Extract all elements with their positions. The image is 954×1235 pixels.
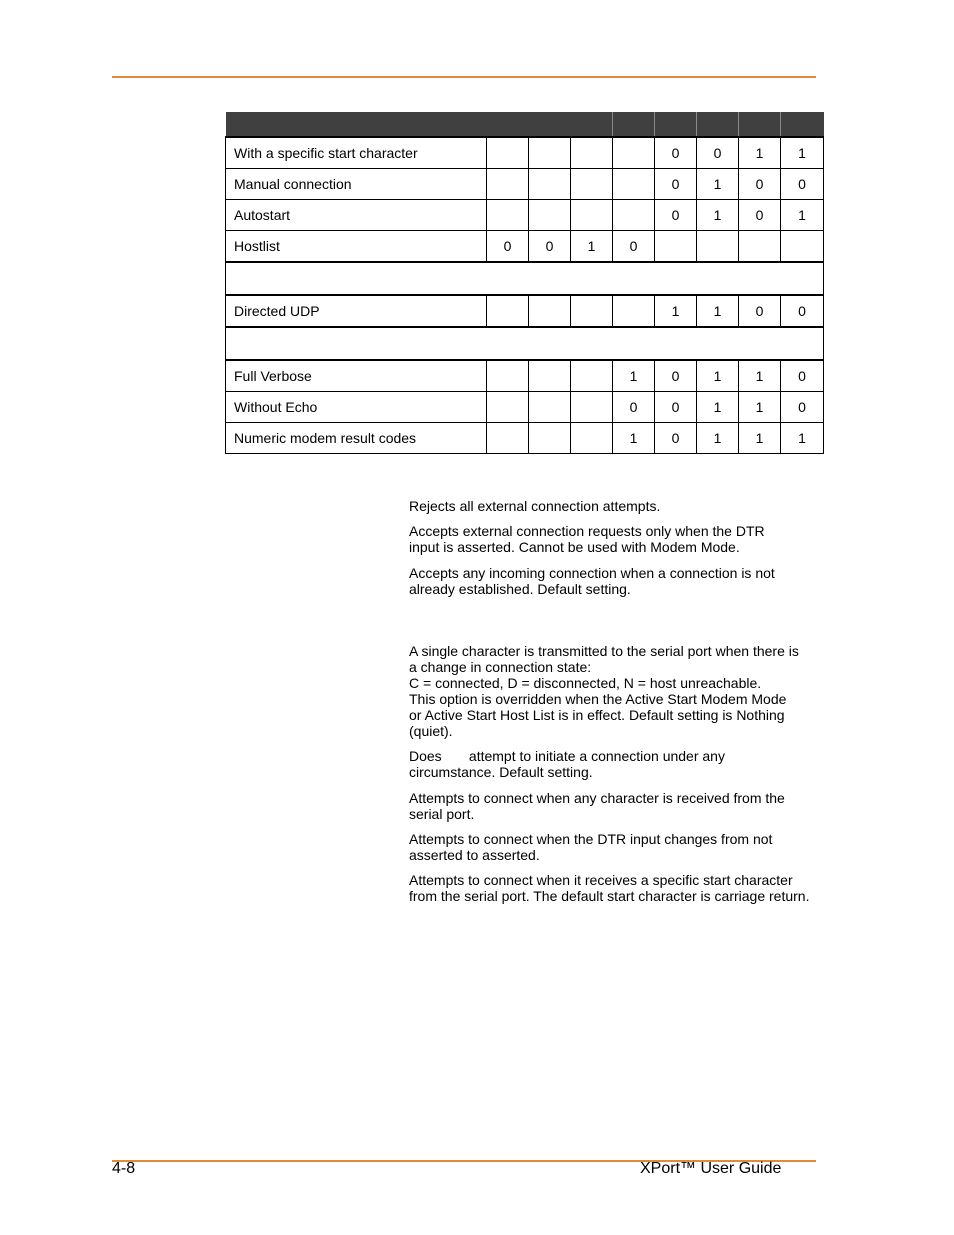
description-paragraph: Attempts to connect when it receives a specific start character from the serial port. The default start character is carriage return. bbox=[409, 872, 810, 904]
table-section-row bbox=[226, 327, 824, 360]
bit-cell bbox=[571, 295, 613, 327]
table-row bbox=[226, 392, 824, 423]
description-paragraph: Accepts any incoming connection when a connection is not already established. Default setting. bbox=[409, 565, 775, 597]
table-row bbox=[226, 423, 824, 454]
bit-cell: 0 bbox=[613, 231, 655, 263]
configuration-bit-table bbox=[225, 112, 824, 454]
guide-title: XPort™ User Guide bbox=[640, 1160, 782, 1177]
row-label: Directed UDP bbox=[226, 295, 487, 327]
bit-cell bbox=[781, 231, 824, 263]
bit-cell: 0 bbox=[487, 231, 529, 263]
bit-cell: 1 bbox=[655, 295, 697, 327]
section-header-cell bbox=[226, 262, 824, 295]
bit-cell: 1 bbox=[739, 423, 781, 454]
bit-cell: 0 bbox=[781, 360, 824, 392]
bit-cell bbox=[529, 360, 571, 392]
row-label: Numeric modem result codes bbox=[226, 423, 487, 454]
table-row bbox=[226, 360, 824, 392]
table-row bbox=[226, 295, 824, 327]
bit-cell bbox=[487, 392, 529, 423]
description-paragraph: Attempts to connect when the DTR input changes from not asserted to asserted. bbox=[409, 831, 773, 863]
bit-cell bbox=[571, 137, 613, 169]
bit-cell: 1 bbox=[697, 392, 739, 423]
bit-cell bbox=[613, 169, 655, 200]
bit-cell: 0 bbox=[739, 200, 781, 231]
bit-cell: 0 bbox=[655, 360, 697, 392]
bit-cell bbox=[529, 169, 571, 200]
table-header-row bbox=[226, 112, 824, 137]
bit-cell: 1 bbox=[697, 200, 739, 231]
bit-cell bbox=[529, 200, 571, 231]
bit-cell bbox=[529, 295, 571, 327]
bit-cell bbox=[487, 200, 529, 231]
bit-cell: 0 bbox=[613, 392, 655, 423]
bit-cell bbox=[613, 295, 655, 327]
bit-cell bbox=[529, 423, 571, 454]
bit-cell: 1 bbox=[571, 231, 613, 263]
bit-cell bbox=[487, 423, 529, 454]
bit-cell: 1 bbox=[697, 423, 739, 454]
section-header-cell bbox=[226, 327, 824, 360]
bit-cell: 1 bbox=[613, 360, 655, 392]
description-paragraph: A single character is transmitted to the serial port when there is a change in connection state: bbox=[409, 643, 799, 675]
row-label: Full Verbose bbox=[226, 360, 487, 392]
bit-cell bbox=[571, 360, 613, 392]
bit-cell: 1 bbox=[781, 137, 824, 169]
description-paragraph: Rejects all external connection attempts. bbox=[409, 498, 661, 514]
bit-cell: 0 bbox=[655, 392, 697, 423]
bit-cell: 0 bbox=[529, 231, 571, 263]
table-section-row bbox=[226, 262, 824, 295]
bit-cell bbox=[613, 137, 655, 169]
bit-cell: 1 bbox=[781, 423, 824, 454]
description-paragraph: Attempts to connect when any character is received from the serial port. bbox=[409, 790, 785, 822]
bit-cell: 0 bbox=[739, 169, 781, 200]
bit-cell bbox=[697, 231, 739, 263]
bit-cell: 1 bbox=[613, 423, 655, 454]
table-row bbox=[226, 200, 824, 231]
bit-cell: 1 bbox=[781, 200, 824, 231]
bit-cell: 0 bbox=[781, 392, 824, 423]
header-rule bbox=[112, 76, 816, 78]
bit-cell bbox=[529, 137, 571, 169]
bit-cell bbox=[739, 231, 781, 263]
table-row bbox=[226, 231, 824, 263]
row-label: Without Echo bbox=[226, 392, 487, 423]
bit-cell: 0 bbox=[655, 137, 697, 169]
description-paragraph: This option is overridden when the Active Start Modem Mode or Active Start Host List is in effect. Default setting is Nothing (quiet). bbox=[409, 691, 787, 739]
row-label: Manual connection bbox=[226, 169, 487, 200]
bit-cell: 0 bbox=[739, 295, 781, 327]
bit-cell bbox=[487, 169, 529, 200]
bit-cell: 0 bbox=[655, 423, 697, 454]
page-number: 4-8 bbox=[112, 1160, 136, 1177]
bit-cell: 1 bbox=[697, 169, 739, 200]
bit-cell: 1 bbox=[697, 295, 739, 327]
bit-cell: 0 bbox=[697, 137, 739, 169]
bit-cell: 1 bbox=[739, 392, 781, 423]
description-paragraph: C = connected, D = disconnected, N = host unreachable. bbox=[409, 675, 762, 691]
bit-cell bbox=[487, 295, 529, 327]
bit-cell: 0 bbox=[781, 295, 824, 327]
row-label: With a specific start character bbox=[226, 137, 487, 169]
bit-cell bbox=[571, 423, 613, 454]
bit-cell bbox=[571, 392, 613, 423]
description-paragraph: Does attempt to initiate a connection under any circumstance. Default setting. bbox=[409, 748, 729, 780]
bit-cell bbox=[571, 169, 613, 200]
table-row bbox=[226, 137, 824, 169]
row-label: Hostlist bbox=[226, 231, 487, 263]
bit-cell: 1 bbox=[697, 360, 739, 392]
bit-cell bbox=[529, 392, 571, 423]
bit-cell bbox=[487, 360, 529, 392]
bit-cell: 0 bbox=[655, 200, 697, 231]
bit-cell: 0 bbox=[655, 169, 697, 200]
row-label: Autostart bbox=[226, 200, 487, 231]
bit-cell bbox=[655, 231, 697, 263]
bit-cell bbox=[613, 200, 655, 231]
bit-cell: 0 bbox=[781, 169, 824, 200]
bit-cell bbox=[571, 200, 613, 231]
bit-cell: 1 bbox=[739, 360, 781, 392]
table-row bbox=[226, 169, 824, 200]
description-paragraph: Accepts external connection requests only when the DTR input is asserted. Cannot be used with Modem Mode. bbox=[409, 523, 765, 555]
bit-cell: 1 bbox=[739, 137, 781, 169]
bit-cell bbox=[487, 137, 529, 169]
